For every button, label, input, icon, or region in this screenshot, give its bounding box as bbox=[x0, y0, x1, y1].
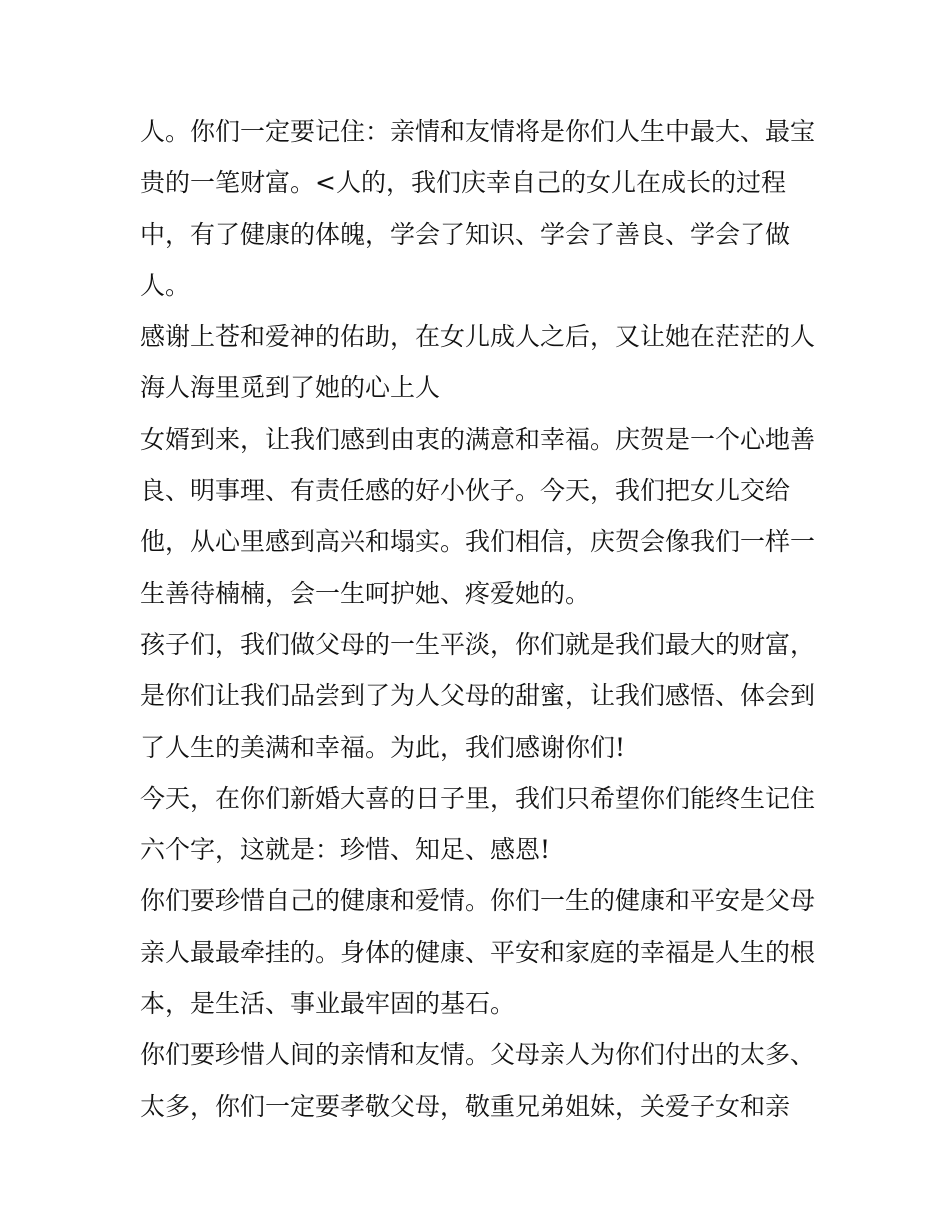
text-line: 孩子们，我们做父母的一生平淡，你们就是我们最大的财富， bbox=[140, 629, 816, 659]
text-line: 中，有了健康的体魄，学会了知识、学会了善良、学会了做 bbox=[140, 219, 791, 249]
text-line: 了人生的美满和幸福。为此，我们感谢你们! bbox=[140, 732, 626, 762]
text-line: 六个字，这就是：珍惜、知足、感恩! bbox=[140, 835, 551, 865]
text-line: 太多，你们一定要孝敬父母，敬重兄弟姐妹，关爱子女和亲 bbox=[140, 1091, 791, 1121]
text-line: 贵的一笔财富。<人的，我们庆幸自己的女儿在成长的过程 bbox=[140, 168, 786, 198]
text-line: 感谢上苍和爱神的佑助，在女儿成人之后，又让她在茫茫的人 bbox=[140, 322, 816, 352]
text-line: 你们要珍惜自己的健康和爱情。你们一生的健康和平安是父母 bbox=[140, 886, 816, 916]
text-line: 人。 bbox=[140, 270, 191, 300]
text-line: 生善待楠楠，会一生呵护她、疼爱她的。 bbox=[140, 578, 591, 608]
text-line: 亲人最最牵挂的。身体的健康、平安和家庭的幸福是人生的根 bbox=[140, 937, 816, 967]
text-line: 今天，在你们新婚大喜的日子里，我们只希望你们能终生记住 bbox=[140, 783, 816, 813]
text-line: 良、明事理、有责任感的好小伙子。今天，我们把女儿交给 bbox=[140, 476, 791, 506]
body-text bbox=[140, 106, 820, 1132]
text-line: 海人海里觅到了她的心上人 bbox=[140, 373, 441, 403]
text-line: 他，从心里感到高兴和塌实。我们相信，庆贺会像我们一样一 bbox=[140, 527, 816, 557]
text-line: 本，是生活、事业最牢固的基石。 bbox=[140, 989, 516, 1019]
text-line: 你们要珍惜人间的亲情和友情。父母亲人为你们付出的太多、 bbox=[140, 1040, 816, 1070]
text-line: 是你们让我们品尝到了为人父母的甜蜜，让我们感悟、体会到 bbox=[140, 681, 816, 711]
text-line: 女婿到来，让我们感到由衷的满意和幸福。庆贺是一个心地善 bbox=[140, 424, 816, 454]
text-line: 人。你们一定要记住：亲情和友情将是你们人生中最大、最宝 bbox=[140, 117, 816, 146]
